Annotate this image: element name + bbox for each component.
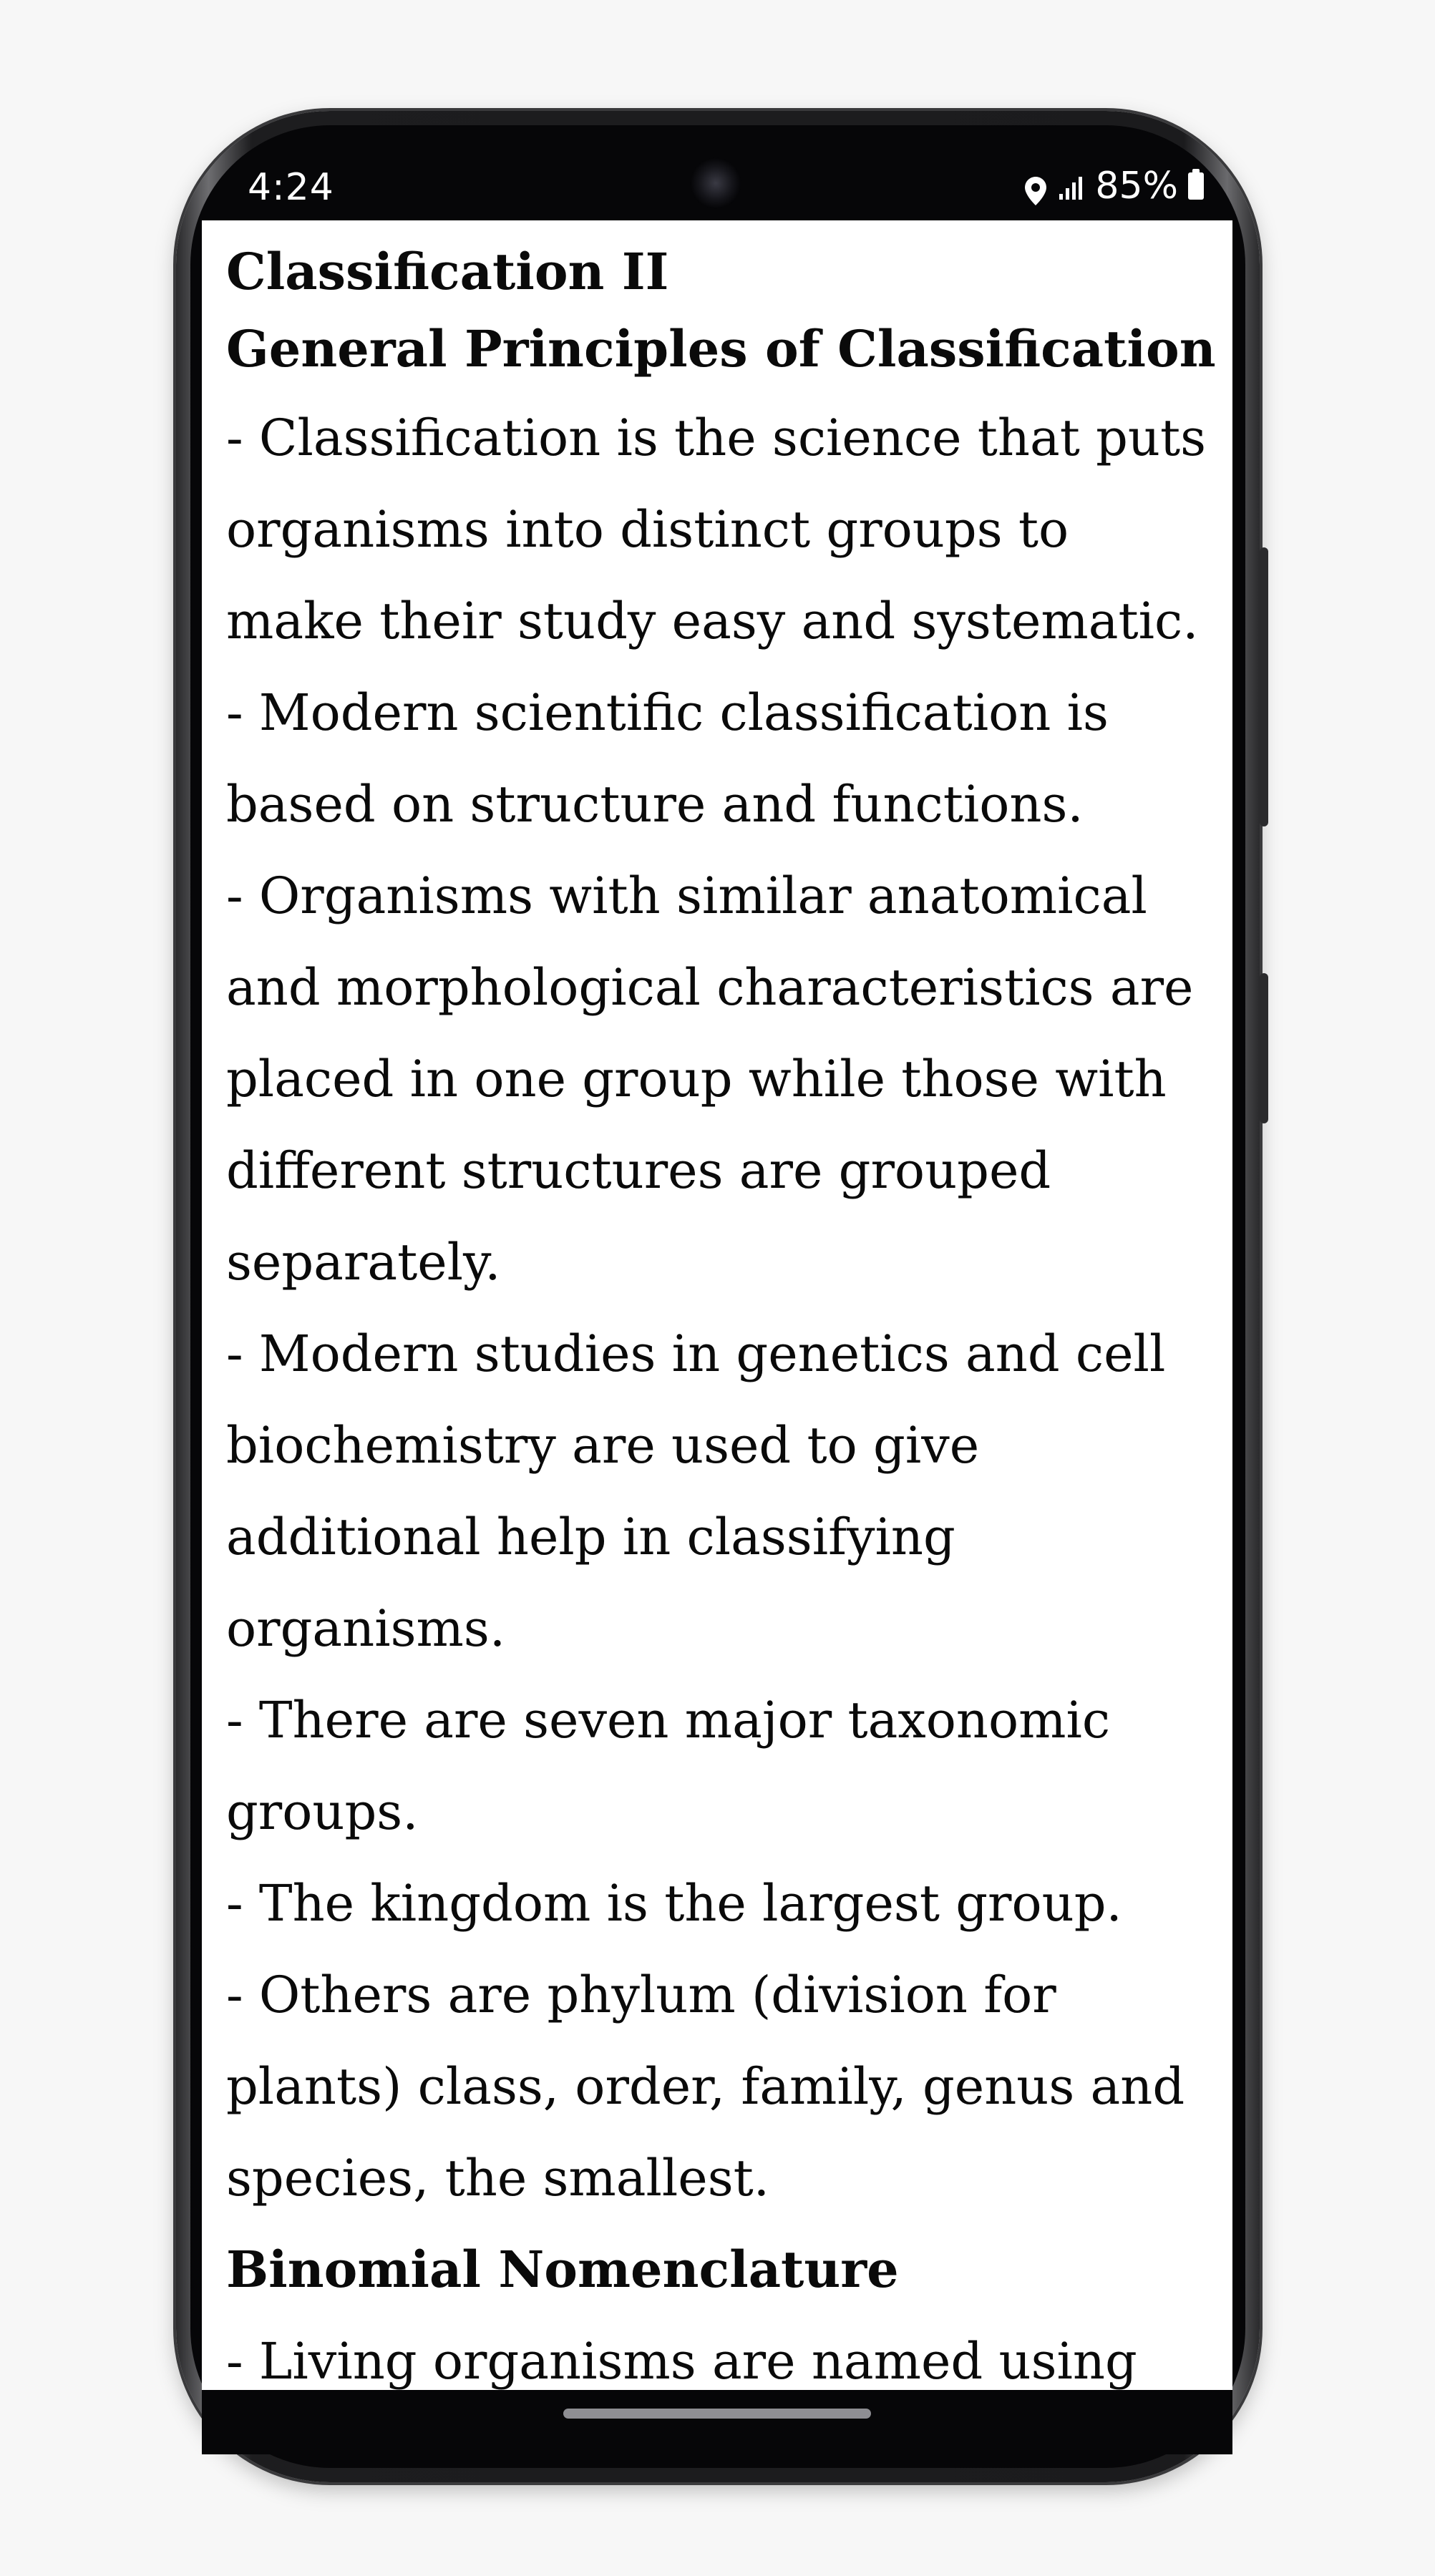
body-line: organisms into distinct groups to <box>226 500 1069 559</box>
body-line: make their study easy and systematic. <box>226 592 1199 650</box>
body-line: biochemistry are used to give <box>226 1416 980 1475</box>
body-line: groups. <box>226 1782 419 1841</box>
battery-icon <box>1188 172 1204 200</box>
home-indicator[interactable] <box>563 2409 871 2419</box>
document-title: Classification II <box>226 242 669 301</box>
body-line: plants) class, order, family, genus and <box>226 2057 1185 2116</box>
section-title: General Principles of Classification <box>226 319 1216 379</box>
body-line: based on structure and functions. <box>226 775 1084 834</box>
body-line: different structures are grouped <box>226 1141 1051 1200</box>
body-line: separately. <box>226 1233 501 1292</box>
document-viewer[interactable] <box>202 220 1232 2390</box>
body-line: - Modern scientific classification is <box>226 683 1109 742</box>
location-icon <box>1025 172 1046 200</box>
battery-percent: 85% <box>1095 165 1178 208</box>
section-body <box>226 392 1214 2224</box>
body-line: placed in one group while those with <box>226 1050 1167 1108</box>
body-line: - Modern studies in genetics and cell <box>226 1324 1166 1383</box>
navigation-bar <box>202 2390 1232 2454</box>
document-content <box>226 233 1214 2390</box>
section-title: Binomial Nomenclature <box>226 2240 899 2299</box>
status-icons <box>1025 165 1204 208</box>
body-line: - There are seven major taxonomic <box>226 1691 1111 1750</box>
body-line: - Others are phylum (division for <box>226 1966 1056 2024</box>
front-camera-icon <box>690 157 741 209</box>
body-line: - Living organisms are named using <box>226 2332 1137 2390</box>
body-line: species, the smallest. <box>226 2149 770 2207</box>
status-time: 4:24 <box>248 166 334 209</box>
body-line: - Classification is the science that puts <box>226 409 1207 467</box>
body-line: organisms. <box>226 1599 506 1658</box>
signal-icon <box>1059 172 1082 200</box>
status-bar <box>202 149 1232 220</box>
body-line: - The kingdom is the largest group. <box>226 1874 1122 1933</box>
body-line: and morphological characteristics are <box>226 958 1194 1017</box>
power-button <box>1260 973 1268 1123</box>
body-line: additional help in classifying <box>226 1508 955 1566</box>
body-line: - Organisms with similar anatomical <box>226 867 1147 925</box>
volume-button <box>1260 547 1268 826</box>
